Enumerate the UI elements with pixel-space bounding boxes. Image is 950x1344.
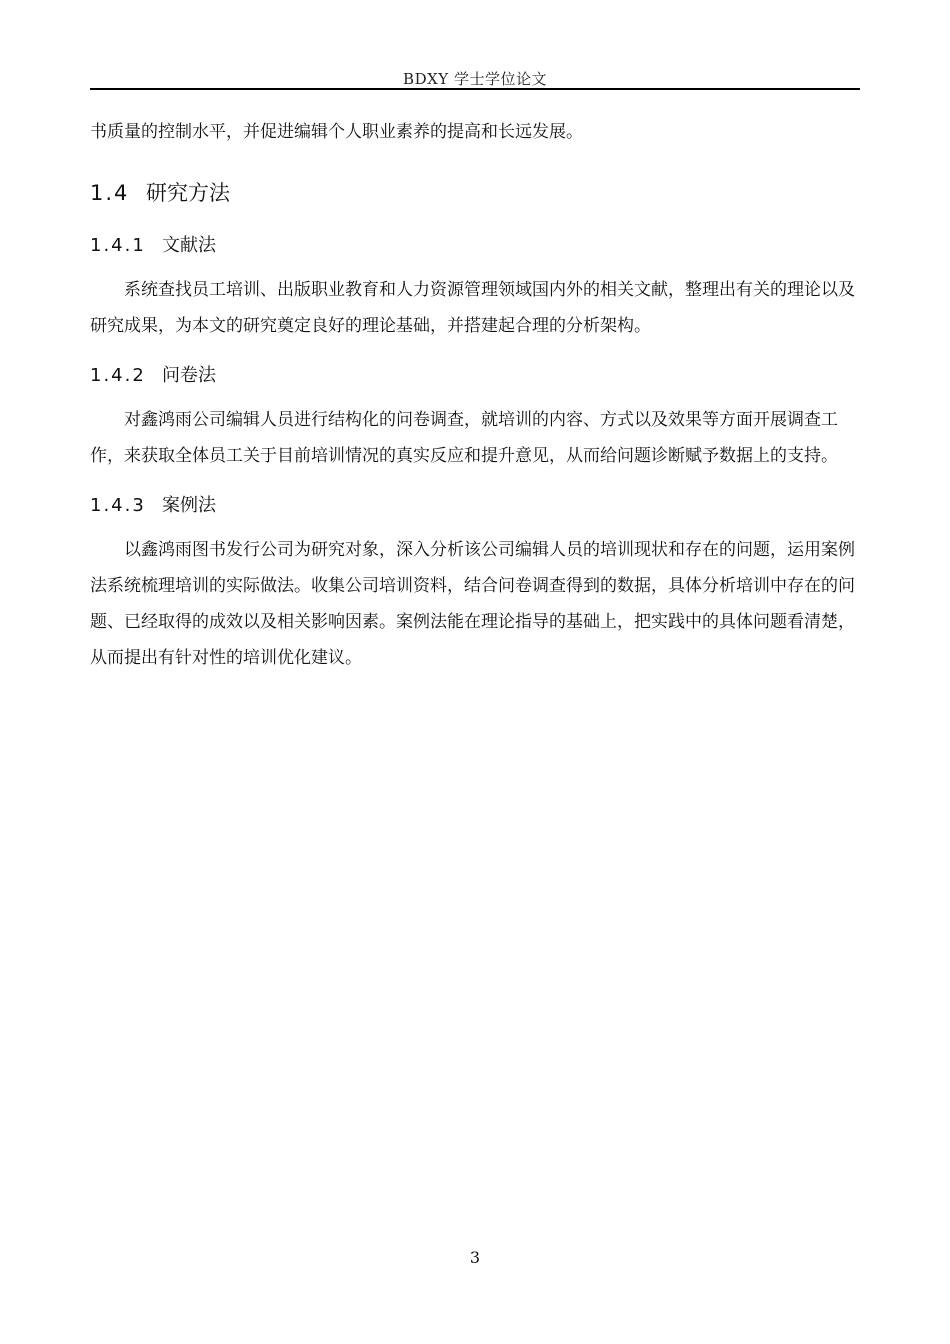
- body-paragraph: 以鑫鸿雨图书发行公司为研究对象，深入分析该公司编辑人员的培训现状和存在的问题，运用案例法系统梳理培训的实际做法。收集公司培训资料，结合问卷调查得到的数据，具体分析培训中存在的问题、已经取得的成效以及相关影响因素。案例法能在理论指导的基础上，把实践中的具体问题看清楚，从而提出有针对性的培训优化建议。: [90, 540, 855, 668]
- header-rule: [90, 88, 860, 90]
- subsection-title: 文献法: [162, 235, 216, 256]
- section-title: 研究方法: [146, 181, 230, 205]
- page-number: 3: [469, 1248, 481, 1267]
- subsection-heading: [90, 232, 860, 260]
- body-paragraph: 系统查找员工培训、出版职业教育和人力资源管理领域国内外的相关文献，整理出有关的理论以及研究成果，为本文的研究奠定良好的理论基础，并搭建起合理的分析架构。: [90, 280, 855, 336]
- subsection-number: 1.4.1: [90, 235, 146, 256]
- body-paragraph: 对鑫鸿雨公司编辑人员进行结构化的问卷调查，就培训的内容、方式以及效果等方面开展调查工作，来获取全体员工关于目前培训情况的真实反应和提升意见，从而给问题诊断赋予数据上的支持。: [90, 410, 838, 466]
- running-header: BDXY 学士学位论文: [403, 70, 547, 88]
- section-heading: [90, 178, 860, 208]
- subsection-number: 1.4.3: [90, 495, 146, 516]
- subsection-heading: [90, 362, 860, 390]
- continuation-paragraph: 书质量的控制水平，并促进编辑个人职业素养的提高和长远发展。: [90, 122, 583, 142]
- page-body: [90, 114, 860, 676]
- subsection-heading: [90, 492, 860, 520]
- subsection-title: 案例法: [162, 495, 216, 516]
- subsection-title: 问卷法: [162, 365, 216, 386]
- section-number: 1.4: [90, 181, 130, 205]
- subsection-number: 1.4.2: [90, 365, 146, 386]
